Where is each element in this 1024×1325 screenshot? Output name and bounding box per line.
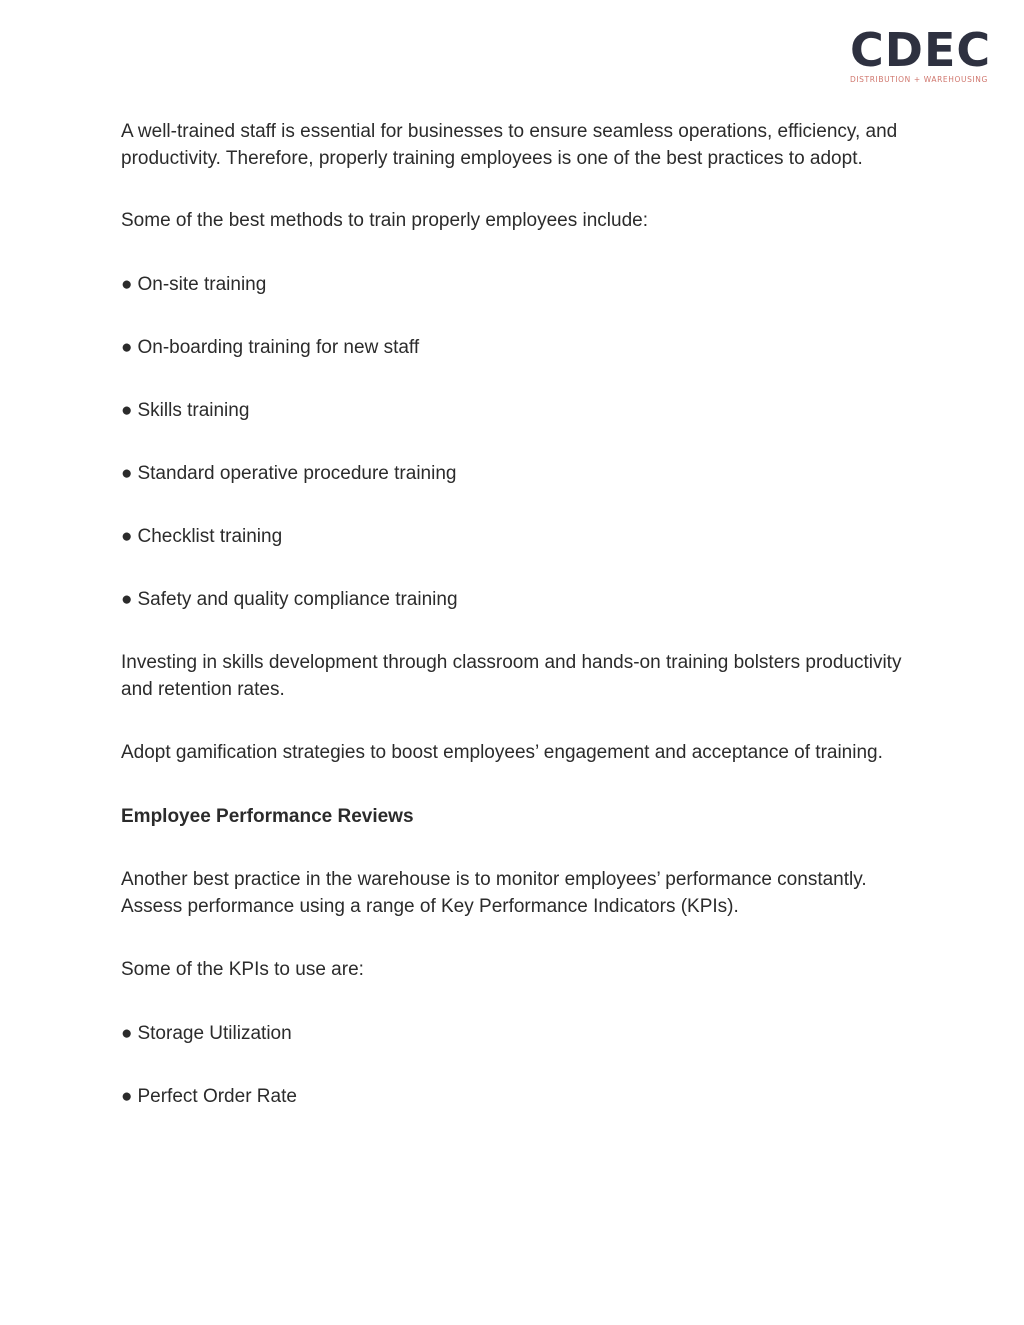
list-item-text: Standard operative procedure training: [137, 462, 457, 484]
bullet-icon: ●: [121, 462, 133, 484]
bullet-icon: ●: [121, 399, 133, 421]
document-body: [121, 119, 921, 1110]
section-heading: Employee Performance Reviews: [121, 805, 414, 827]
kpis-lead: Some of the KPIs to use are:: [121, 959, 364, 980]
list-item-text: On-boarding training for new staff: [137, 336, 420, 358]
list-item-text: On-site training: [137, 273, 267, 295]
list-item: [121, 461, 921, 488]
bullet-icon: ●: [121, 273, 133, 295]
list-item-text: Perfect Order Rate: [137, 1085, 297, 1107]
company-logo: [850, 23, 997, 87]
list-item-text: Safety and quality compliance training: [137, 588, 458, 610]
list-item: [121, 587, 921, 614]
logo-tagline: DISTRIBUTION + WAREHOUSING: [850, 75, 988, 84]
bullet-icon: ●: [121, 525, 133, 547]
list-item: [121, 272, 921, 299]
list-item: [121, 398, 921, 425]
methods-lead: Some of the best methods to train properly employees include:: [121, 210, 649, 231]
list-item-text: Skills training: [137, 399, 250, 421]
list-item: [121, 1084, 921, 1111]
bullet-icon: ●: [121, 588, 133, 610]
list-item-text: Storage Utilization: [137, 1022, 292, 1044]
investing-paragraph: Investing in skills development through classroom and hands-on training bolsters productivity and retention rates.: [121, 652, 902, 700]
bullet-icon: ●: [121, 336, 133, 358]
list-item: [121, 335, 921, 362]
gamification-paragraph: Adopt gamification strategies to boost employees’ engagement and acceptance of training.: [121, 742, 883, 763]
bullet-icon: ●: [121, 1085, 133, 1107]
reviews-paragraph: Another best practice in the warehouse is to monitor employees’ performance constantly. Assess performance using a range of Key Performance Indicators (KPIs).: [121, 869, 867, 917]
list-item: [121, 1021, 921, 1048]
bullet-icon: ●: [121, 1022, 133, 1044]
list-item: [121, 524, 921, 551]
intro-paragraph: A well-trained staff is essential for businesses to ensure seamless operations, efficiency, and productivity. Therefore, properly training employees is one of the best practices to adopt.: [121, 121, 898, 169]
list-item-text: Checklist training: [137, 525, 283, 547]
logo-wordmark: CDEC: [850, 23, 992, 77]
